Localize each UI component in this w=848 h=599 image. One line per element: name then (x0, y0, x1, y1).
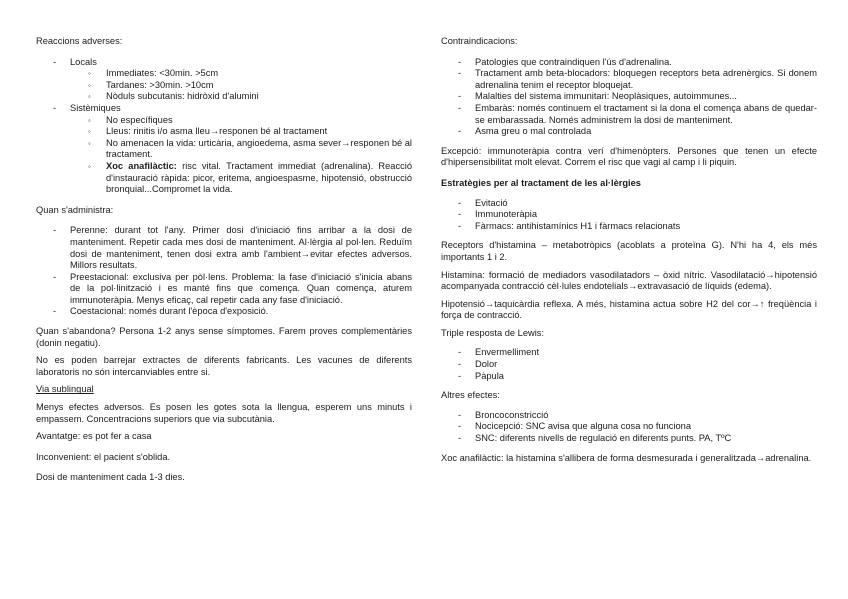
mix-paragraph: No es poden barrejar extractes de diferents fabricants. Les vacunes de diferents laboratoris no són intercanviables entre si. (36, 355, 412, 377)
list-item: ◦ Immediates: <30min. >5cm (70, 68, 412, 80)
xoc-item (70, 161, 412, 196)
left-column (36, 36, 412, 490)
list-item: - Embaràs: només continuem el tractament si la dona el comença abans de quedar-se embarassada. Només administrem la dosi de manteniment. (441, 103, 817, 126)
list-item: - Immunoteràpia (441, 209, 817, 221)
strategies-list (441, 198, 817, 233)
locals-label: Locals (70, 56, 97, 67)
advantage-text: Avantatge: es pot fer a casa (36, 431, 152, 442)
list-item: - Dolor (441, 359, 817, 371)
systemic-label: Sistèmiques (70, 102, 121, 113)
other-effects-title: Altres efectes: (441, 390, 500, 401)
list-item: - Fàrmacs: antihistamínics H1 i fàrmacs relacionats (441, 221, 817, 233)
list-item: - Asma greu o mal controlada (441, 126, 817, 138)
locals-sublist (70, 68, 412, 103)
hypotension-paragraph: Hipotensió→taquicàrdia reflexa. A més, histamina actua sobre H2 del cor→↑ freqüència i força de contracció. (441, 298, 817, 321)
strategies-title: Estratègies per al tractament de les al·lèrgies (441, 177, 641, 188)
other-effects-list (441, 410, 817, 445)
xoc-paragraph: Xoc anafilàctic: la histamina s'allibera de forma desmesurada i generalitzada→adrenalina. (441, 452, 812, 463)
maintenance-text: Dosi de manteniment cada 1-3 dies. (36, 472, 185, 483)
right-column (441, 36, 817, 470)
systemic-item (36, 103, 412, 196)
list-item: - Envermelliment (441, 347, 817, 359)
sublingual-paragraph: Menys efectes adversos. Es posen les gotes sota la llengua, esperem uns minuts i empassem. Concentracions superiors que via subcutània. (36, 402, 412, 424)
list-item: ◦ No amenacen la vida: urticària, angioedema, asma sever→responen bé al tractament. (70, 138, 412, 161)
list-item: - Tractament amb beta-blocadors: bloquegen receptors beta adrenèrgics. Si donem adrenalina tenim el receptor bloquejat. (441, 68, 817, 91)
list-item: ◦ Tardanes: >30min. >10cm (70, 80, 412, 92)
list-item: - SNC: diferents nivells de regulació en diferents punts. PA, TºC (441, 433, 817, 445)
list-item: - Pàpula (441, 371, 817, 383)
sublingual-title: Via sublingual (36, 384, 94, 395)
list-item: - Patologies que contraindiquen l'ús d'adrenalina. (441, 57, 817, 69)
contra-list (441, 57, 817, 138)
list-item: - Coestacional: només durant l'època d'exposició. (36, 306, 412, 318)
locals-item (36, 57, 412, 103)
when-title: Quan s'administra: (36, 204, 114, 215)
histamine-paragraph: Histamina: formació de mediadors vasodilatadors – òxid nítric. Vasodilatació→hipotensió acompanyada contracció cèl·lules endotelials→extravasació de líquids (edema). (441, 269, 817, 292)
reactions-title: Reaccions adverses: (36, 36, 123, 46)
list-item: - Broncoconstricció (441, 410, 817, 422)
lewis-list (441, 347, 817, 382)
reactions-list (36, 57, 412, 196)
list-item: - Preestacional: exclusiva per pòl·lens. Problema: la fase d'iniciació s'inicia abans de la pol·linització i es manté fins que comença. Quan comença, aturem immunoteràpia. Menys eficaç, cal repetir cada any fase d'iniciació. (36, 272, 412, 307)
list-item: - Perenne: durant tot l'any. Primer dosi d'iniciació fins arribar a la dosi de manteniment. Repetir cada mes dosi de manteniment. Al·lèrgia al pol·len. Reduïm dosi de manteniment, tenen dosi extra amb l'ambient→evitar efectes adversos. Millors resultats. (36, 225, 412, 271)
list-item: - Evitació (441, 198, 817, 210)
contra-title: Contraindicacions: (441, 36, 518, 46)
list-item: - Nocicepció: SNC avisa que alguna cosa no funciona (441, 421, 817, 433)
list-item: ◦ No específiques (70, 115, 412, 127)
when-list (36, 225, 412, 318)
list-item: - Malalties del sistema immunitari: Neoplàsiques, autoimmunes... (441, 91, 817, 103)
inconvenient-text: Inconvenient: el pacient s'oblida. (36, 451, 171, 462)
receptors-paragraph: Receptors d'histamina – metabotròpics (acoblats a proteïna G). N'hi ha 4, els més importants 1 i 2. (441, 240, 817, 262)
systemic-sublist (70, 115, 412, 196)
xoc-label: Xoc anafilàctic: (106, 160, 177, 171)
abandon-paragraph: Quan s'abandona? Persona 1-2 anys sense símptomes. Farem proves complementàries (donin negatiu). (36, 326, 412, 348)
list-item: ◦ Lleus: rinitis i/o asma lleu→responen bé al tractament (70, 126, 412, 138)
lewis-title: Triple resposta de Lewis: (441, 327, 545, 338)
xoc-text: risc vital. Tractament immediat (adrenalina). Reacció d'instauració ràpida: picor, eritema, angioespasme, hipotensió, obstrucció bronquial...Compromet la vida. (106, 160, 413, 195)
list-item: ◦ Nòduls subcutanis: hidròxid d'alumini (70, 91, 412, 103)
exception-paragraph: Excepció: immunoteràpia contra verí d'himenòpters. Persones que tenen un efecte d'hipersensibilitat molt elevat. Correm el risc que vagi al camp i li piquin. (441, 145, 817, 168)
